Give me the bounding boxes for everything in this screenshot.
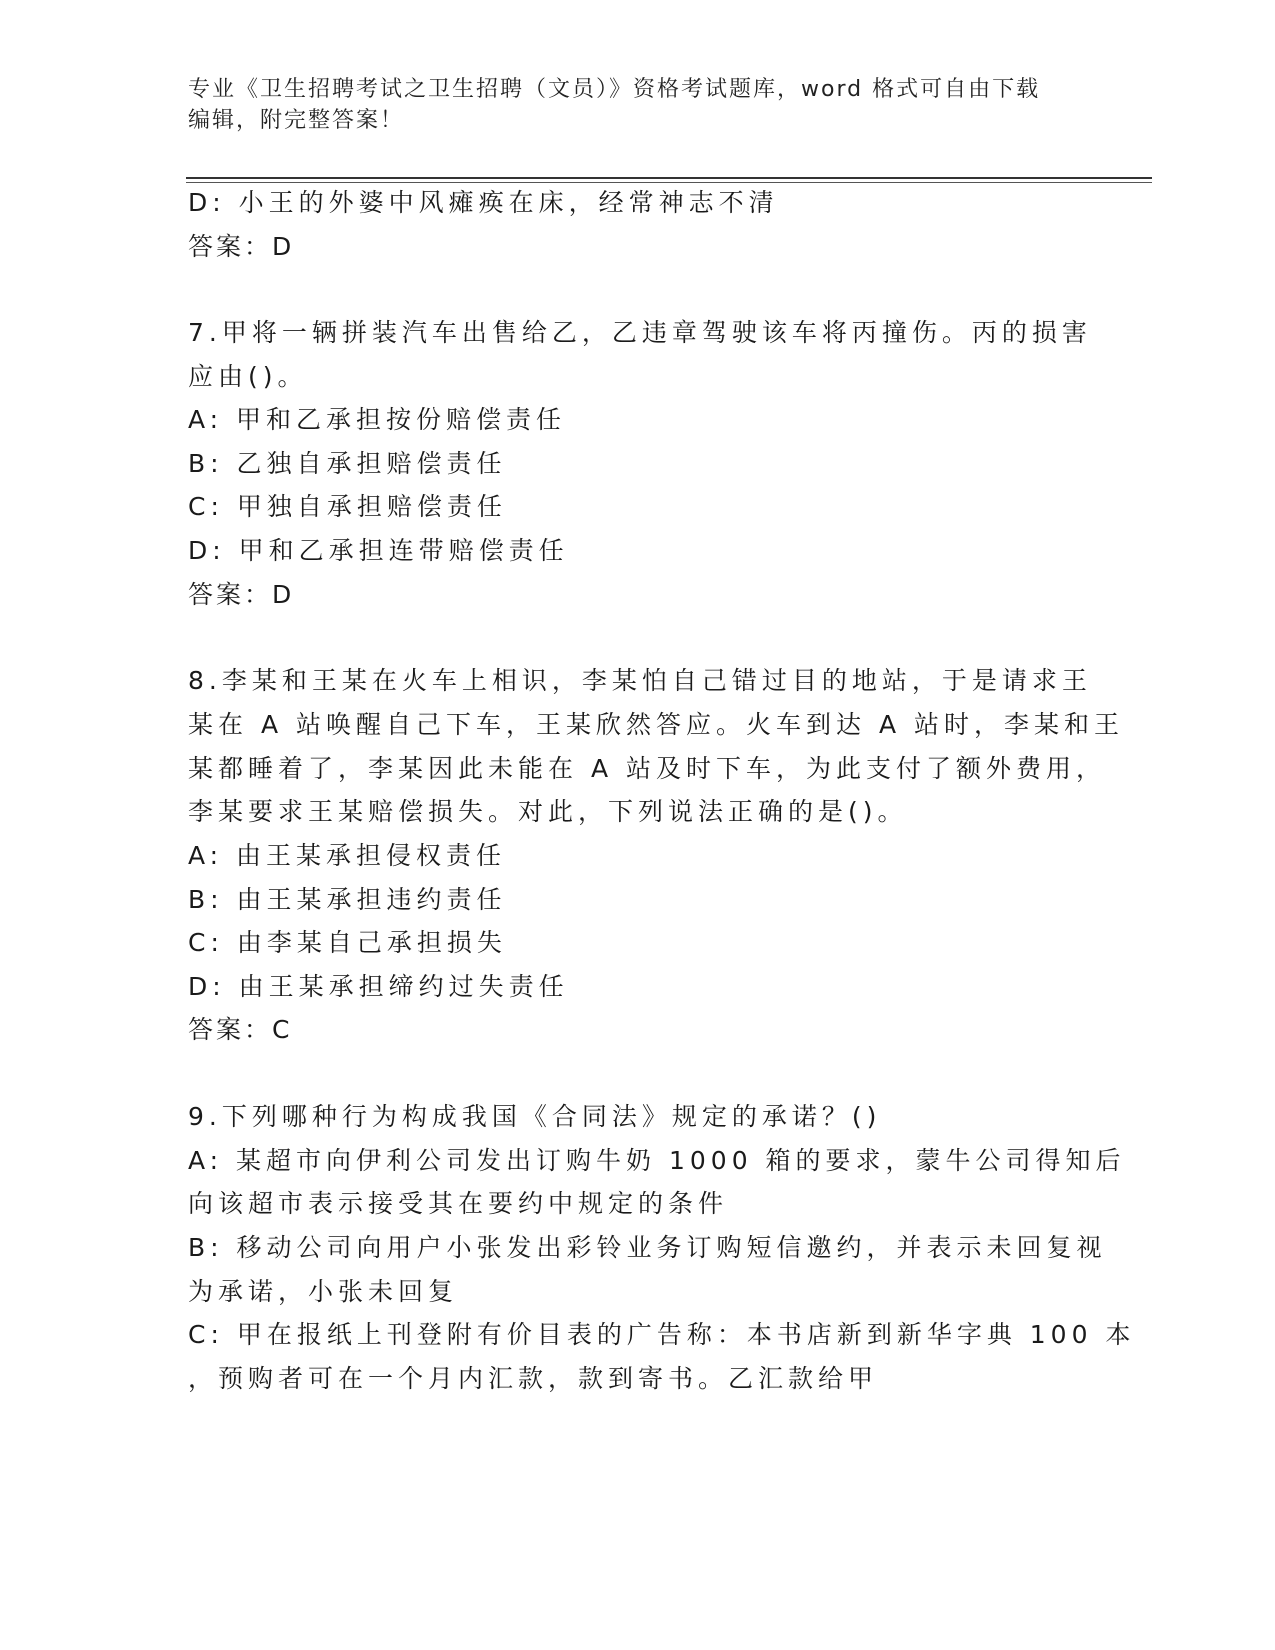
header-line-2: 编辑，附完整答案！ — [188, 108, 405, 133]
q8-option-d: D: 由王某承担缔约过失责任 — [188, 972, 569, 1001]
q8-answer: 答案：C — [188, 1015, 293, 1044]
document-header — [188, 74, 1068, 136]
header-divider-thick — [186, 177, 1152, 179]
q9-option-a-line-1: A: 某超市向伊利公司发出订购牛奶 1000 箱的要求，蒙牛公司得知后 — [188, 1146, 1126, 1175]
q8-stem-line-1: 8.李某和王某在火车上相识，李某怕自己错过目的地站，于是请求王 — [188, 666, 1092, 695]
q8-stem-line-4: 李某要求王某赔偿损失。对此，下列说法正确的是()。 — [188, 797, 908, 826]
q8-option-c: C: 由李某自己承担损失 — [188, 928, 507, 957]
q7-option-d: D: 甲和乙承担连带赔偿责任 — [188, 536, 569, 565]
q7-stem-line-1: 7.甲将一辆拼装汽车出售给乙，乙违章驾驶该车将丙撞伤。丙的损害 — [188, 318, 1092, 347]
q7-option-c: C: 甲独自承担赔偿责任 — [188, 492, 507, 521]
q7-option-b: B: 乙独自承担赔偿责任 — [188, 449, 507, 478]
q9-option-c-line-1: C: 甲在报纸上刊登附有价目表的广告称：本书店新到新华字典 100 本 — [188, 1320, 1136, 1349]
header-line-1: 专业《卫生招聘考试之卫生招聘（文员）》资格考试题库，word 格式可自由下载 — [188, 77, 1041, 102]
q8-stem-line-2: 某在 A 站唤醒自己下车，王某欣然答应。火车到达 A 站时，李某和王 — [188, 710, 1124, 739]
prev-question-answer: 答案：D — [188, 232, 295, 261]
q9-option-b-line-2: 为承诺，小张未回复 — [188, 1277, 459, 1306]
q9-option-c-line-2: ，预购者可在一个月内汇款，款到寄书。乙汇款给甲 — [188, 1364, 879, 1393]
q8-stem-line-3: 某都睡着了，李某因此未能在 A 站及时下车，为此支付了额外费用， — [188, 754, 1106, 783]
q9-option-a-line-2: 向该超市表示接受其在要约中规定的条件 — [188, 1189, 729, 1218]
q9-stem-line-1: 9.下列哪种行为构成我国《合同法》规定的承诺？() — [188, 1102, 882, 1131]
q8-option-b: B: 由王某承担违约责任 — [188, 885, 507, 914]
q8-option-a: A: 由王某承担侵权责任 — [188, 841, 507, 870]
q9-option-b-line-1: B: 移动公司向用户小张发出彩铃业务订购短信邀约，并表示未回复视 — [188, 1233, 1107, 1262]
q7-option-a: A: 甲和乙承担按份赔偿责任 — [188, 405, 567, 434]
prev-question-option-d: D: 小王的外婆中风瘫痪在床，经常神志不清 — [188, 188, 779, 217]
q7-stem-line-2: 应由()。 — [188, 362, 308, 391]
q7-answer: 答案：D — [188, 580, 295, 609]
header-divider-thin — [186, 182, 1152, 183]
